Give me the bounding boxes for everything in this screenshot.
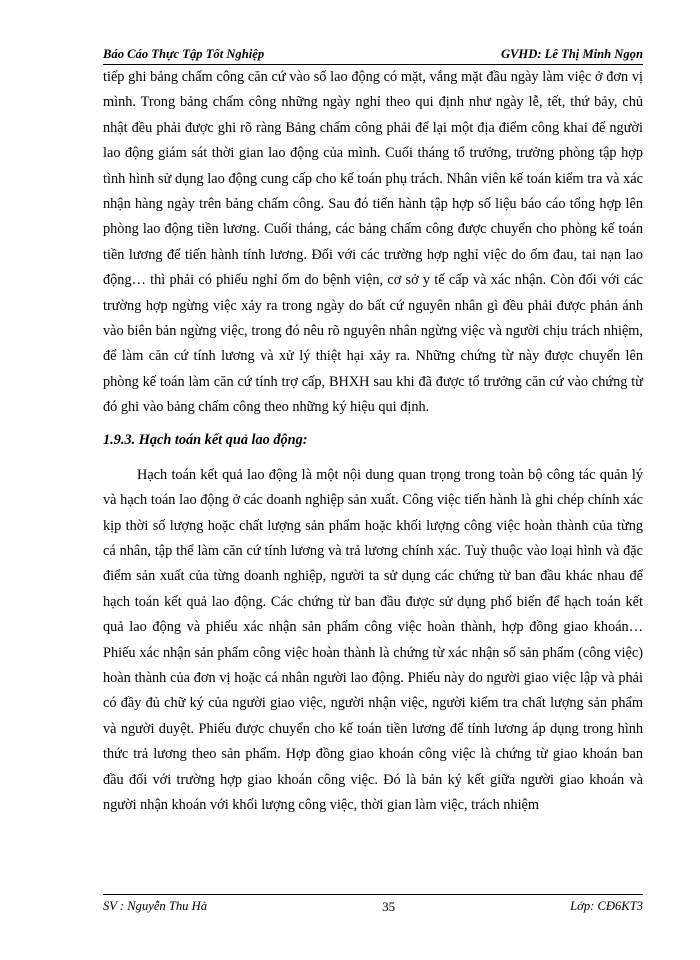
paragraph-timekeeping: tiếp ghi bảng chấm công căn cứ vào số lao động có mặt, vắng mặt đầu ngày làm việc ở đơn vị mình. Trong bảng chấm công những ngày nghỉ theo qui định như ngày lễ, tết, thứ bảy, chủ nhật đều phải được ghi rõ ràng Bảng chấm công phải để lại một địa điểm công khai để người lao động giám sát thời gian lao động của mình. Cuối tháng tổ trưởng, trưởng phòng tập hợp tình hình sử dụng lao động cung cấp cho kế toán phụ trách. Nhân viên kế toán kiểm tra và xác nhận hàng ngày trên bảng chấm công. Sau đó tiến hành tập hợp số liệu báo cáo tổng hợp lên phòng lao động tiền lương. Cuối tháng, các bảng chấm công được chuyển cho phòng kế toán tiền lương để tiến hành tính lương. Đối với các trường hợp nghỉ việc do ốm đau, tai nạn lao động… thì phải có phiếu nghỉ ốm do bệnh viện, cơ sở y tế cấp và xác nhận. Còn đối với các trường hợp ngừng việc xảy ra trong ngày do bất cứ nguyên nhân gì đều phải được phản ánh vào biên bản ngừng việc, trong đó nêu rõ nguyên nhân ngừng việc và người chịu trách nhiệm, để làm căn cứ tính lương và xử lý thiệt hại xảy ra. Những chứng từ này được chuyển lên phòng kế toán làm căn cứ tính trợ cấp, BHXH sau khi đã được tổ trưởng căn cứ vào chứng từ đó ghi vào bảng chấm công theo những ký hiệu qui định. [103, 69, 643, 416]
footer-student: SV : Nguyễn Thu Hà [103, 899, 208, 913]
page-body [103, 65, 643, 818]
header-report-title: Báo Cáo Thực Tập Tốt Nghiệp [103, 47, 265, 61]
footer-class: Lớp: CĐ6KT3 [570, 899, 643, 913]
page-footer [103, 894, 643, 915]
paragraph-labor-results: Hạch toán kết quả lao động là một nội dung quan trọng trong toàn bộ công tác quản lý và hạch toán lao động ở các doanh nghiệp sản xuất. Công việc tiến hành là ghi chép chính xác kịp thời số lượng hoặc chất lượng sản phẩm hoặc khối lượng công việc hoàn thành của từng cá nhân, tập thể làm căn cứ tính lương và trả lương chính xác. Tuỳ thuộc vào loại hình và đặc điểm sản xuất của từng doanh nghiệp, người ta sử dụng các chứng từ ban đầu khác nhau để hạch toán kết quả lao động. Các chứng từ ban đầu được sử dụng phổ biến để hạch toán kết quả lao động và phiếu xác nhận sản phẩm công việc hoàn thành, hợp đồng giao khoán… Phiếu xác nhận sản phẩm công việc hoàn thành là chứng từ xác nhận số sản phẩm (công việc) hoàn thành của đơn vị hoặc cá nhân người lao động. Phiếu này do người giao việc lập và phải có đầy đủ chữ ký của người giao việc, người nhận việc, người kiểm tra chất lượng sản phẩm và người duyệt. Phiếu được chuyển cho kế toán tiền lương để tính lương áp dụng trong hình thức trả lương theo sản phẩm. Hợp đồng giao khoán công việc là chứng từ giao khoán ban đầu đối với trường hợp giao khoán công việc. Đó là bản ký kết giữa người giao khoán và người nhận khoán với khối lượng công việc, thời gian làm việc, trách nhiệm [103, 466, 643, 813]
page-number: 35 [382, 899, 396, 914]
section-title: 1.9.3. Hạch toán kết quả lao động: [103, 431, 308, 448]
page-header [103, 47, 643, 65]
header-supervisor: GVHD: Lê Thị Minh Ngọn [500, 47, 643, 61]
